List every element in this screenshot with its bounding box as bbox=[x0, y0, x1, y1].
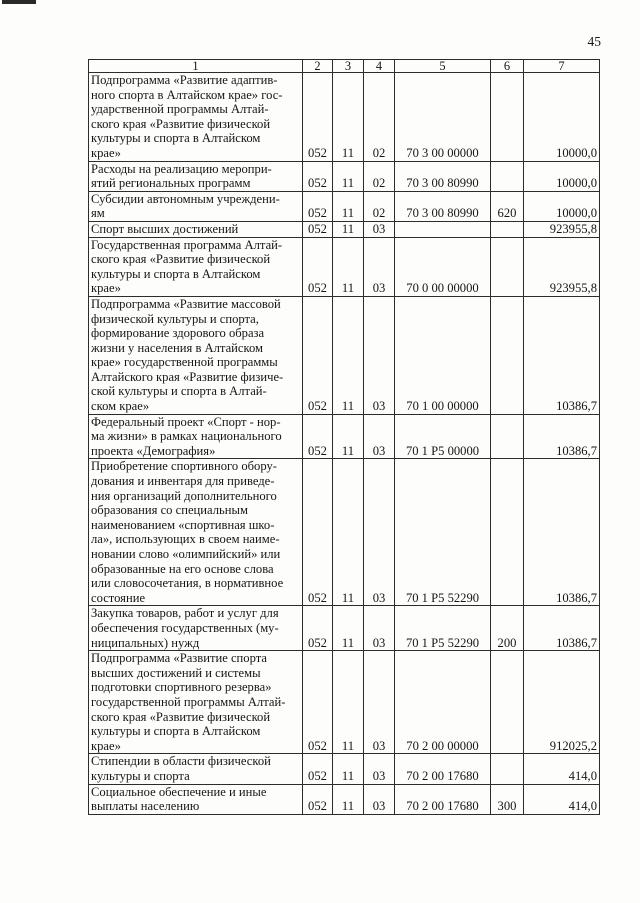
row-target-article bbox=[395, 221, 491, 237]
row-section: 11 bbox=[333, 606, 364, 651]
row-admin-code: 052 bbox=[303, 784, 333, 814]
row-expense-type: 200 bbox=[491, 606, 524, 651]
row-name: Закупка товаров, работ и услуг для обеспечения государственных (му- ниципальных) нужд bbox=[89, 606, 303, 651]
row-expense-type: 620 bbox=[491, 191, 524, 221]
header-col-6: 6 bbox=[491, 60, 524, 73]
row-subsection: 03 bbox=[364, 414, 395, 459]
row-admin-code: 052 bbox=[303, 296, 333, 414]
table-row bbox=[89, 784, 600, 814]
header-col-3: 3 bbox=[333, 60, 364, 73]
row-section: 11 bbox=[333, 651, 364, 754]
row-subsection: 03 bbox=[364, 296, 395, 414]
row-expense-type bbox=[491, 237, 524, 296]
row-subsection: 03 bbox=[364, 754, 395, 784]
table-row bbox=[89, 296, 600, 414]
row-expense-type bbox=[491, 651, 524, 754]
row-section: 11 bbox=[333, 754, 364, 784]
row-section: 11 bbox=[333, 73, 364, 162]
row-target-article: 70 1 00 00000 bbox=[395, 296, 491, 414]
row-section: 11 bbox=[333, 221, 364, 237]
row-name: Подпрограмма «Развитие адаптив- ного спорта в Алтайском крае» гос- ударственной программы Алтай- ского края «Развитие физической культуры и спорта в Алтайском крае» bbox=[89, 73, 303, 162]
page-number: 45 bbox=[587, 34, 601, 49]
table-row bbox=[89, 651, 600, 754]
table-row bbox=[89, 606, 600, 651]
row-target-article: 70 1 P5 52290 bbox=[395, 606, 491, 651]
row-expense-type: 300 bbox=[491, 784, 524, 814]
row-admin-code: 052 bbox=[303, 237, 333, 296]
row-name: Субсидии автономным учреждени- ям bbox=[89, 191, 303, 221]
row-amount: 10000,0 bbox=[524, 191, 600, 221]
table-row bbox=[89, 161, 600, 191]
row-subsection: 03 bbox=[364, 651, 395, 754]
budget-table bbox=[88, 59, 600, 815]
table-row bbox=[89, 191, 600, 221]
row-admin-code: 052 bbox=[303, 161, 333, 191]
row-expense-type bbox=[491, 296, 524, 414]
row-target-article: 70 2 00 17680 bbox=[395, 754, 491, 784]
row-expense-type bbox=[491, 73, 524, 162]
row-amount: 10386,7 bbox=[524, 606, 600, 651]
header-col-1: 1 bbox=[89, 60, 303, 73]
row-section: 11 bbox=[333, 784, 364, 814]
table-row bbox=[89, 414, 600, 459]
row-section: 11 bbox=[333, 296, 364, 414]
row-name: Приобретение спортивного обору- дования и инвентаря для приведе- ния организаций дополнительного образования со специальным наименованием «спортивная шко- ла», использующих в своем наиме- новании слово «олимпийский» или образованные на его основе слова или словосочетания, в нормативное состояние bbox=[89, 459, 303, 606]
header-col-5: 5 bbox=[395, 60, 491, 73]
row-subsection: 03 bbox=[364, 606, 395, 651]
row-admin-code: 052 bbox=[303, 606, 333, 651]
row-amount: 912025,2 bbox=[524, 651, 600, 754]
row-section: 11 bbox=[333, 191, 364, 221]
row-amount: 923955,8 bbox=[524, 237, 600, 296]
row-section: 11 bbox=[333, 459, 364, 606]
row-expense-type bbox=[491, 221, 524, 237]
scan-edge-mark bbox=[2, 0, 36, 4]
table-row bbox=[89, 459, 600, 606]
row-admin-code: 052 bbox=[303, 414, 333, 459]
row-name: Подпрограмма «Развитие массовой физической культуры и спорта, формирование здорового образа жизни у населения в Алтайском крае» государственной программы Алтайского края «Развитие физиче- ской культуры и спорта в Алтай- ском крае» bbox=[89, 296, 303, 414]
row-amount: 414,0 bbox=[524, 784, 600, 814]
header-col-7: 7 bbox=[524, 60, 600, 73]
row-admin-code: 052 bbox=[303, 73, 333, 162]
row-subsection: 03 bbox=[364, 459, 395, 606]
row-name: Подпрограмма «Развитие спорта высших достижений и системы подготовки спортивного резерва» государственной программы Алтай- ского края «Развитие физической культуры и спорта в Алтайском крае» bbox=[89, 651, 303, 754]
row-subsection: 02 bbox=[364, 73, 395, 162]
row-section: 11 bbox=[333, 161, 364, 191]
row-amount: 923955,8 bbox=[524, 221, 600, 237]
row-subsection: 03 bbox=[364, 221, 395, 237]
row-amount: 10386,7 bbox=[524, 296, 600, 414]
row-target-article: 70 3 00 00000 bbox=[395, 73, 491, 162]
table-row bbox=[89, 237, 600, 296]
row-name: Государственная программа Алтай- ского края «Развитие физической культуры и спорта в Алтайском крае» bbox=[89, 237, 303, 296]
row-target-article: 70 2 00 00000 bbox=[395, 651, 491, 754]
row-admin-code: 052 bbox=[303, 221, 333, 237]
row-section: 11 bbox=[333, 237, 364, 296]
row-admin-code: 052 bbox=[303, 191, 333, 221]
row-target-article: 70 1 P5 52290 bbox=[395, 459, 491, 606]
header-col-4: 4 bbox=[364, 60, 395, 73]
row-subsection: 02 bbox=[364, 191, 395, 221]
row-expense-type bbox=[491, 414, 524, 459]
row-expense-type bbox=[491, 459, 524, 606]
row-amount: 10000,0 bbox=[524, 73, 600, 162]
row-name: Спорт высших достижений bbox=[89, 221, 303, 237]
row-target-article: 70 2 00 17680 bbox=[395, 784, 491, 814]
row-amount: 414,0 bbox=[524, 754, 600, 784]
row-amount: 10386,7 bbox=[524, 459, 600, 606]
row-target-article: 70 1 P5 00000 bbox=[395, 414, 491, 459]
row-expense-type bbox=[491, 754, 524, 784]
row-name: Социальное обеспечение и иные выплаты населению bbox=[89, 784, 303, 814]
row-admin-code: 052 bbox=[303, 651, 333, 754]
row-target-article: 70 3 00 80990 bbox=[395, 191, 491, 221]
row-section: 11 bbox=[333, 414, 364, 459]
row-amount: 10000,0 bbox=[524, 161, 600, 191]
row-name: Федеральный проект «Спорт - нор- ма жизни» в рамках национального проекта «Демография» bbox=[89, 414, 303, 459]
row-name: Расходы на реализацию меропри- ятий региональных программ bbox=[89, 161, 303, 191]
table-row bbox=[89, 754, 600, 784]
row-name: Стипендии в области физической культуры и спорта bbox=[89, 754, 303, 784]
row-admin-code: 052 bbox=[303, 754, 333, 784]
table-row bbox=[89, 73, 600, 162]
row-subsection: 03 bbox=[364, 784, 395, 814]
row-amount: 10386,7 bbox=[524, 414, 600, 459]
row-expense-type bbox=[491, 161, 524, 191]
row-admin-code: 052 bbox=[303, 459, 333, 606]
row-target-article: 70 0 00 00000 bbox=[395, 237, 491, 296]
row-subsection: 02 bbox=[364, 161, 395, 191]
row-subsection: 03 bbox=[364, 237, 395, 296]
row-target-article: 70 3 00 80990 bbox=[395, 161, 491, 191]
table-row bbox=[89, 221, 600, 237]
header-row bbox=[89, 60, 600, 73]
header-col-2: 2 bbox=[303, 60, 333, 73]
